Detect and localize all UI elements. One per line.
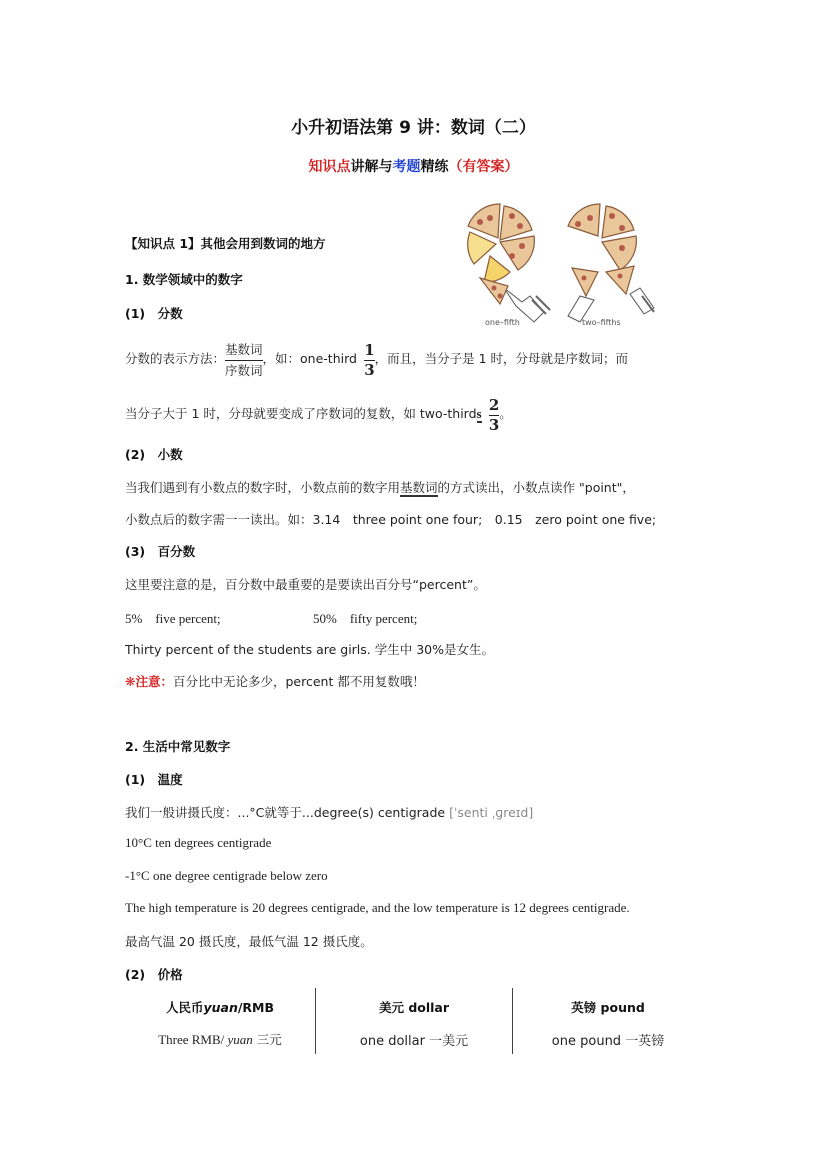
percent-example-3: Thirty percent of the students are girls. 学生中 30%是女生。 [125,642,494,657]
phonetic-centigrade: [ˈsenti ˌɡreɪd] [449,805,534,820]
price-column-rmb-header: 人民币yuan/RMB [165,1000,275,1015]
temperature-line1-text: 我们一般讲摄氏度：...°C就等于...degree(s) centigrade [125,805,446,820]
price-column-rmb [125,990,315,1054]
fraction-heading: (1) 分数 [125,306,183,321]
decimal-heading: (2) 小数 [125,447,183,462]
one-third-denominator: 3 [364,360,375,379]
fraction-formula-bottom: 序数词 [225,362,263,378]
fraction-formula-top: 基数词 [225,341,263,357]
subtitle-part-exam: 考题 [392,159,421,175]
two-thirds-numerator: 2 [488,395,500,414]
temperature-example-3: The high temperature is 20 degrees centigrade, and the low temperature is 12 degrees centigrade. [125,900,630,915]
fraction-formula [225,340,263,381]
price-column-dollar-value: one dollar 一美元 [359,1034,469,1049]
subtitle-part-knowledge: 知识点 [308,159,351,175]
pizza-one-fifth-icon [468,204,550,322]
price-column-rmb-value: Three RMB/ yuan 三元 [158,1032,282,1047]
section1-heading: 【知识点 1】其他会用到数词的地方 [125,236,326,251]
fraction-example-prefix: ，如：one-third [262,351,357,366]
temperature-example-2: -1°C one degree centigrade below zero [125,868,328,883]
caption-one-fifth: one–fifth [485,318,520,327]
one-third-numerator: 1 [364,340,375,359]
page-title: 小升初语法第 9 讲：数词（二） [291,118,536,138]
percent-example-2: 50% fifty percent; [313,611,418,626]
subtitle-part-practice: 精练 [420,159,449,175]
fraction-line1-rest: ，而且，当分子是 1 时，分母就是序数词；而 [374,351,629,366]
caption-two-fifths: two–fifths [582,318,621,327]
section2-heading: 2. 生活中常见数字 [125,739,231,754]
price-column-pound-header: 英镑 pound [571,1000,645,1015]
section1-sub-heading: 1. 数学领域中的数字 [125,272,243,287]
percent-line-1: 这里要注意的是，百分数中最重要的是要读出百分号“percent”。 [125,577,486,592]
subtitle-part-explain: 讲解与 [350,159,393,175]
percent-heading: (3) 百分数 [125,544,196,559]
temperature-heading: (1) 温度 [125,772,183,787]
fraction-line-1 [125,337,628,381]
fraction-line2-end: 。 [499,406,512,421]
pizza-fraction-illustration [460,200,660,330]
decimal-line1-c: 的方式读出，小数点读作 "point"， [437,480,635,495]
price-column-pound-value: one pound 一英镑 [551,1034,665,1049]
note-text: 百分比中无论多少，percent 都不用复数哦！ [172,674,425,689]
price-column-dollar-header: 美元 dollar [378,1000,450,1015]
two-thirds-denominator: 3 [488,415,500,434]
decimal-line1-a: 当我们遇到有小数点的数字时，小数点前的数字用 [125,480,401,495]
page-subtitle [0,156,827,176]
fraction-line-2 [125,392,512,436]
fraction-line2-text: 当分子大于 1 时，分母就要变成了序数词的复数，如 two-third [125,406,477,421]
temperature-line-1 [125,803,533,821]
decimal-line-2: 小数点后的数字需一一读出。如：3.14 three point one four; 0.15 zero point one five; [125,512,657,527]
percent-note [125,672,425,690]
note-label: ❋注意： [125,674,173,689]
plural-s: s [476,406,482,421]
price-heading: (2) 价格 [125,967,183,982]
temperature-example-3-cn: 最高气温 20 摄氏度，最低气温 12 摄氏度。 [125,934,373,949]
price-column-pound [513,990,703,1054]
one-third-fraction [364,342,374,379]
percent-example-1: 5% five percent; [125,611,221,626]
price-column-dollar [316,990,512,1054]
two-thirds-fraction [489,397,499,434]
subtitle-part-answer: （有答案） [448,159,519,175]
decimal-line1-cardinal: 基数词 [400,480,438,495]
temperature-example-1: 10°C ten degrees centigrade [125,835,272,850]
pizza-two-fifths-icon [568,204,654,322]
decimal-line-1 [125,478,635,496]
fraction-intro: 分数的表示方法： [125,351,226,366]
